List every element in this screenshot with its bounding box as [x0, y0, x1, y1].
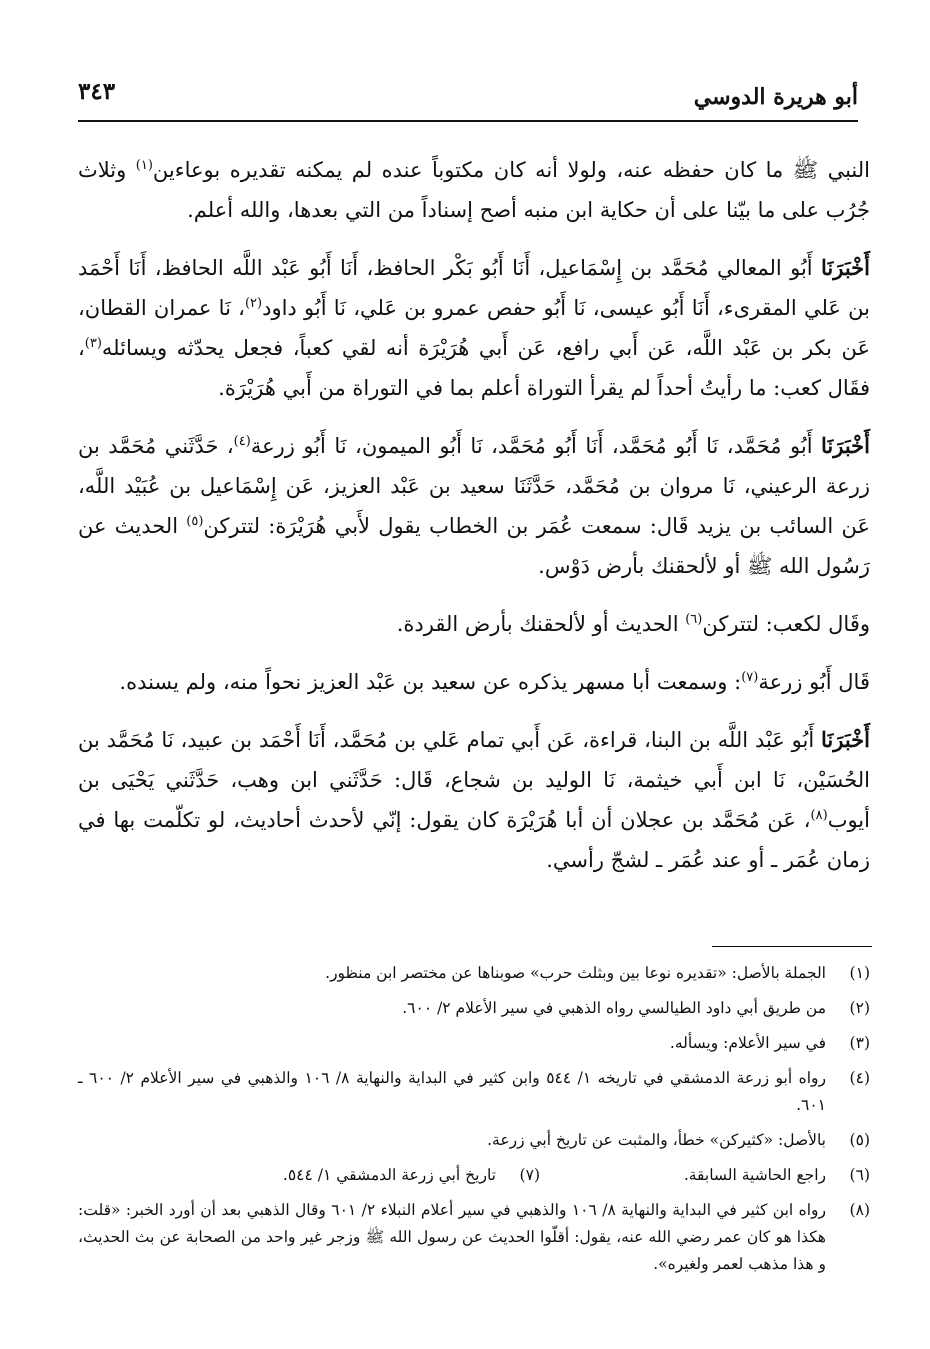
page-header: [78, 70, 858, 122]
paragraph-text: : وسمعت أبا مسهر يذكره عن سعيد بن عَبْد العزيز نحواً منه، ولم يسنده.: [119, 670, 742, 694]
paragraph-text: ، عَن مُحَمَّد بن عجلان أن أبا هُرَيْرَة كان يقول: إنّي لأحدث أحاديث، لو تكلّمت بها في زمان عُمَر ـ أو عند عُمَر ـ لشجّ رأسي.: [78, 808, 870, 872]
footnote-4: [78, 1065, 870, 1119]
footnote-number: (٥): [849, 1131, 870, 1149]
footnote-text: الجملة بالأصل: «تقديره نوعا بين وبثلث حرب» صوبناها عن مختصر ابن منظور.: [325, 964, 826, 982]
footnote-text: رواه ابن كثير في البداية والنهاية ٨/ ١٠٦ والذهبي في سير أعلام النبلاء ٢/ ٦٠١ وقال الذهبي بعد أن أورد الخبر: «قلت: هكذا هو كان عمر رضي الله عنه، يقول: أقلّوا الحديث عن رسول الله ﷺ وزجر غير واحد من الصحابة عن بث الحديث، و هذا مذهب لعمر ولغيره».: [78, 1201, 826, 1273]
paragraph-4: [78, 604, 870, 644]
paragraph-text: ، حَدَّثَني مُحَمَّد بن زرعة الرعيني، نَا مروان بن مُحَمَّد، حَدَّثَنَا سعيد بن عَبْد العزيز، عَن إِسْمَاعيل بن عُبَيْد اللَّه، عَن السائب بن يزيد قَال: سمعت عُمَر بن الخطاب يقول لأَبي هُرَيْرَة: لتتركن: [78, 434, 870, 538]
footnote-number: (٤): [849, 1069, 870, 1087]
footnote-text: من طريق أبي داود الطيالسي رواه الذهبي في سير الأعلام ٢/ ٦٠٠.: [402, 999, 826, 1017]
paragraph-text: ، فقَال كعب: ما رأيتُ أحداً لم يقرأ التوراة أعلم بما في التوراة من أَبي هُرَيْرَة.: [78, 336, 870, 400]
footnote-text: راجع الحاشية السابقة.: [683, 1166, 826, 1184]
paragraph-text: وقَال لكعب: لتتركن: [702, 612, 870, 636]
footnote-1: [78, 960, 870, 987]
paragraph-text: أَبُو المعالي مُحَمَّد بن إِسْمَاعيل، أَنَا أَبُو بَكْر الحافظ، أَنَا أَبُو عَبْد اللَّه الحافظ، أَنَا أَحْمَد بن عَلي المقرىء، أَنَا أَبُو عيسى، نَا أَبُو حفص عمرو بن عَلي، نَا أَبُو داود: [78, 256, 870, 320]
footnote-ref-2: (٢): [244, 296, 263, 311]
footnote-number: (٣): [849, 1034, 870, 1052]
footnote-ref-6: (٦): [685, 612, 703, 627]
paragraph-text: وثلاث جُرُب على ما بيّنا على أن حكاية ابن منبه أصح إسناداً من التي بعدها، والله أعلم.: [78, 158, 870, 222]
paragraph-5: [78, 662, 870, 702]
paragraph-2: [78, 248, 870, 408]
footnote-3: [78, 1030, 870, 1057]
footnote-text: رواه أبو زرعة الدمشقي في تاريخه ١/ ٥٤٤ وابن كثير في البداية والنهاية ٨/ ١٠٦ والذهبي في سير الأعلام ٢/ ٦٠٠ ـ ٦٠١.: [78, 1069, 827, 1114]
footnote-text: تاريخ أبي زرعة الدمشقي ١/ ٥٤٤.: [282, 1166, 496, 1184]
footnote-ref-5: (٥): [186, 514, 204, 529]
narration-lead-word: أَخْبَرَنَا: [821, 433, 870, 458]
paragraph-text: أَبُو مُحَمَّد، نَا أَبُو مُحَمَّد، أَنَا أَبُو مُحَمَّد، نَا أَبُو الميمون، نَا أَبُو زرعة: [250, 434, 822, 458]
footnotes: [78, 960, 870, 1286]
footnote-divider: [712, 946, 872, 947]
footnote-text: في سير الأعلام: ويسأله.: [669, 1034, 826, 1052]
footnote-number: (٢): [849, 999, 870, 1017]
paragraph-text: الحديث أو لألحقنك بأرض القردة.: [396, 612, 686, 636]
footnote-number: (٨): [849, 1201, 870, 1219]
page-number: ٣٤٣: [78, 78, 116, 105]
footnote-ref-1: (١): [135, 158, 153, 173]
paragraph-text: قَال أَبُو زرعة: [758, 670, 870, 694]
footnote-7: [283, 1162, 540, 1189]
footnote-ref-3: (٣): [84, 336, 102, 351]
footnote-8: [78, 1197, 870, 1278]
footnote-6-7-row: [78, 1162, 870, 1189]
footnote-5: [78, 1127, 870, 1154]
paragraph-text: أَبُو عَبْد اللَّه بن البنا، قراءة، عَن أَبي تمام عَلي بن مُحَمَّد، أَنَا أَحْمَد بن عبيد، نَا مُحَمَّد بن الحُسَيْن، نَا ابن أَبي خيثمة، نَا الوليد بن شجاع، قَال: حَدَّثَني ابن وهب، حَدَّثَني يَحْيَى بن أيوب: [78, 728, 870, 832]
paragraph-text: النبي ﷺ ما كان حفظه عنه، ولولا أنه كان مكتوباً عنده لم يمكنه تقديره بوعاءين: [152, 158, 870, 182]
paragraph-text: ، نَا عمران القطان، عَن بكر بن عَبْد اللَّه، عَن أَبي رافع، عَن أَبي هُرَيْرَة أنه لقي كعباً، فجعل يحدّثه ويسائله: [78, 296, 870, 360]
footnote-ref-7: (٧): [741, 670, 759, 685]
footnote-ref-4: (٤): [233, 434, 251, 449]
narration-lead-word: أَخْبَرَنَا: [821, 255, 870, 280]
footnote-text: بالأصل: «كثيركن» خطأ، والمثبت عن تاريخ أبي زرعة.: [487, 1131, 826, 1149]
footnote-2: [78, 995, 870, 1022]
footnote-ref-8: (٨): [810, 808, 828, 823]
narration-lead-word: أَخْبَرَنَا: [821, 727, 870, 752]
footnote-number: (١): [849, 964, 870, 982]
paragraph-text: الحديث عن رَسُول الله ﷺ أو لألحقنك بأرض دَوْس.: [78, 514, 870, 578]
footnote-number: (٧): [519, 1166, 540, 1184]
paragraph-6: [78, 720, 870, 880]
footnote-6: [540, 1162, 870, 1189]
footnote-number: (٦): [849, 1166, 870, 1184]
paragraph-3: [78, 426, 870, 586]
paragraph-1: [78, 150, 870, 230]
running-title: أبو هريرة الدوسي: [693, 84, 858, 110]
main-text: [78, 150, 870, 880]
